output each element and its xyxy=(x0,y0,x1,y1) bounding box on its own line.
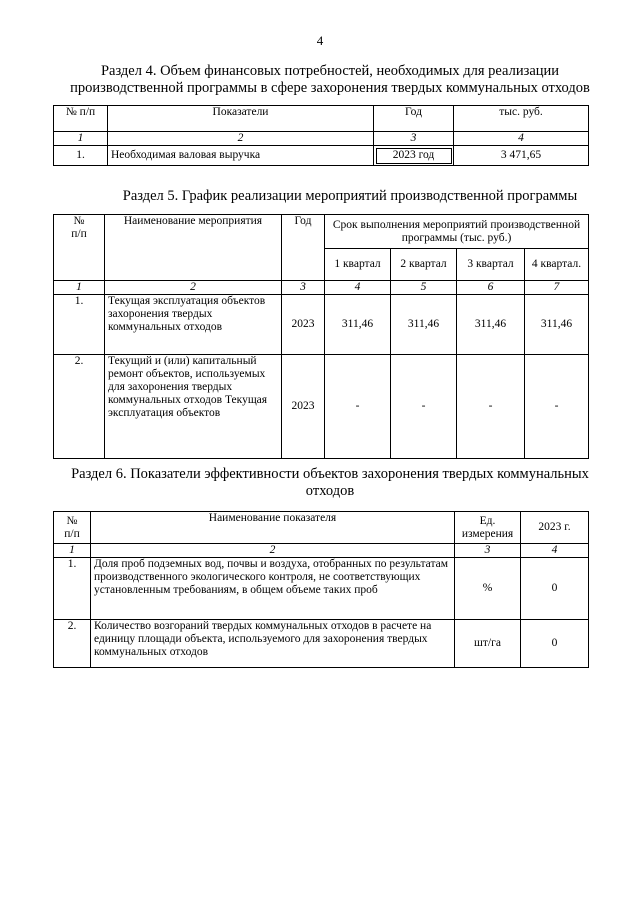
col-header-activity: Наименование мероприятия xyxy=(105,215,282,281)
row-q1: - xyxy=(325,355,391,459)
col-header-q3: 3 квартал xyxy=(457,249,525,281)
section5-title: Раздел 5. График реализации мероприятий производственной программы xyxy=(122,188,578,204)
row-q2: 311,46 xyxy=(391,295,457,355)
table-header-row xyxy=(54,106,589,132)
row-unit: % xyxy=(455,558,521,620)
row-num: 2. xyxy=(54,355,105,459)
index-cell: 3 xyxy=(374,132,454,146)
row-amount: 3 471,65 xyxy=(454,146,589,166)
index-cell: 2 xyxy=(91,544,455,558)
row-q1: 311,46 xyxy=(325,295,391,355)
row-num: 2. xyxy=(54,620,91,668)
row-num: 1. xyxy=(54,558,91,620)
col-header-q2: 2 квартал xyxy=(391,249,457,281)
col-header-indicators: Показатели xyxy=(108,106,374,132)
index-cell: 4 xyxy=(454,132,589,146)
col-header-num xyxy=(54,215,105,281)
table-row xyxy=(54,146,589,166)
col-header-num xyxy=(54,512,91,544)
table-row xyxy=(54,620,589,668)
row-indicator: Необходимая валовая выручка xyxy=(108,146,374,166)
table-row xyxy=(54,558,589,620)
header-num-text: № п/п xyxy=(64,514,80,540)
section6-title-line1: Раздел 6. Показатели эффективности объектов захоронения твердых коммунальных xyxy=(71,466,589,482)
section4-title-line2: производственной программы в сфере захоронения твердых коммунальных отходов xyxy=(70,80,590,96)
row-num: 1. xyxy=(54,295,105,355)
table-header-row xyxy=(54,512,589,544)
index-cell: 1 xyxy=(54,544,91,558)
table-row xyxy=(54,295,589,355)
table-index-row xyxy=(54,132,589,146)
col-header-year: Год xyxy=(282,215,325,281)
section6-title-line2: отходов xyxy=(305,483,355,499)
index-cell: 2 xyxy=(105,281,282,295)
col-header-year: Год xyxy=(374,106,454,132)
index-cell: 1 xyxy=(54,132,108,146)
row-activity: Текущая эксплуатация объектов захоронения твердых коммунальных отходов xyxy=(105,295,282,355)
col-header-q4: 4 квартал. xyxy=(525,249,589,281)
table-index-row xyxy=(54,281,589,295)
col-header-q1: 1 квартал xyxy=(325,249,391,281)
table-header-row xyxy=(54,215,589,249)
section6-table xyxy=(53,511,589,668)
index-cell: 2 xyxy=(108,132,374,146)
section4-title-line1: Раздел 4. Объем финансовых потребностей, необходимых для реализации xyxy=(100,63,560,79)
row-year: 2023 xyxy=(282,355,325,459)
index-cell: 4 xyxy=(325,281,391,295)
section4-title xyxy=(40,63,620,97)
header-num-text: № п/п xyxy=(71,215,87,240)
col-header-unit: Ед. измерения xyxy=(455,512,521,544)
index-cell: 3 xyxy=(455,544,521,558)
index-cell: 6 xyxy=(457,281,525,295)
index-cell: 5 xyxy=(391,281,457,295)
row-unit: шт/га xyxy=(455,620,521,668)
table-index-row xyxy=(54,544,589,558)
index-cell: 1 xyxy=(54,281,105,295)
row-year: 2023 год xyxy=(374,146,454,166)
row-year: 2023 xyxy=(282,295,325,355)
index-cell: 3 xyxy=(282,281,325,295)
row-q3: - xyxy=(457,355,525,459)
row-activity: Текущий и (или) капитальный ремонт объектов, используемых для захоронения твердых коммунальных отходов Текущая эксплуатация объектов xyxy=(105,355,282,459)
col-header-indicator: Наименование показателя xyxy=(91,512,455,544)
page-number: 4 xyxy=(316,33,324,48)
col-header-year: 2023 г. xyxy=(521,512,589,544)
row-value: 0 xyxy=(521,620,589,668)
col-header-amount: тыс. руб. xyxy=(454,106,589,132)
row-q2: - xyxy=(391,355,457,459)
row-indicator: Доля проб подземных вод, почвы и воздуха, отобранных по результатам производственного экологического контроля, не соответствующих установленным требованиям, в общем объеме таких проб xyxy=(91,558,455,620)
row-q4: - xyxy=(525,355,589,459)
section4-table xyxy=(53,105,589,166)
row-num: 1. xyxy=(54,146,108,166)
index-cell: 4 xyxy=(521,544,589,558)
row-value: 0 xyxy=(521,558,589,620)
col-header-term: Срок выполнения мероприятий производственной программы (тыс. руб.) xyxy=(325,215,589,249)
section6-title xyxy=(30,466,630,500)
section5-table xyxy=(53,214,589,459)
row-q3: 311,46 xyxy=(457,295,525,355)
table-row xyxy=(54,355,589,459)
row-indicator: Количество возгораний твердых коммунальных отходов в расчете на единицу площади объекта, используемого для захоронения твердых коммунальных отходов xyxy=(91,620,455,668)
index-cell: 7 xyxy=(525,281,589,295)
row-q4: 311,46 xyxy=(525,295,589,355)
col-header-num: № п/п xyxy=(54,106,108,132)
